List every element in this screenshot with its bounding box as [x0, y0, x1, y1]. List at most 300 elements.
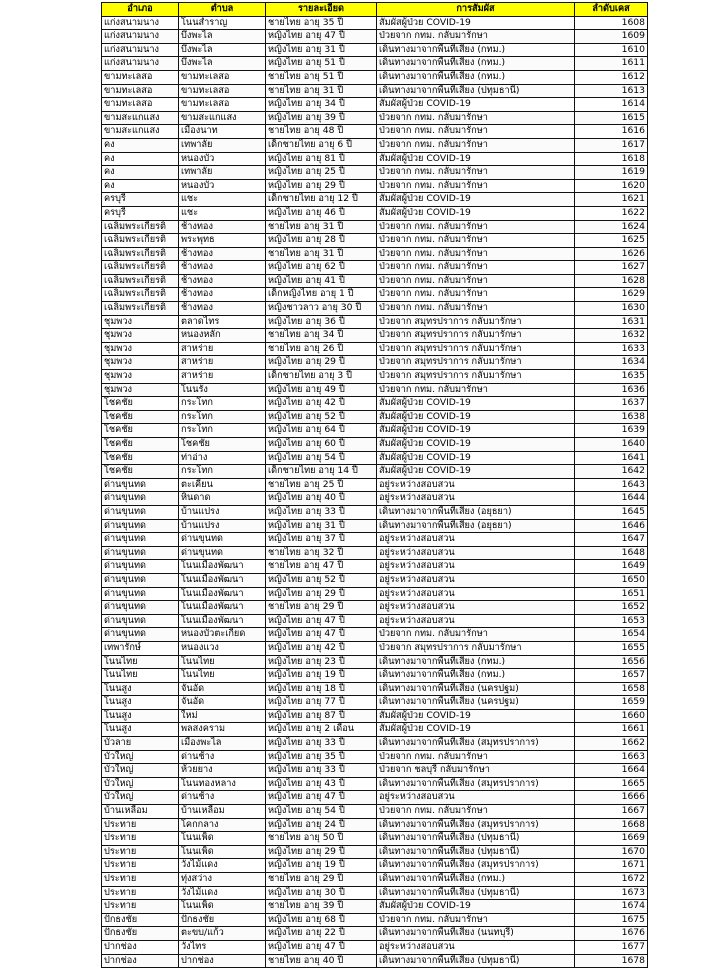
cell-amphoe[interactable]: ประทาย: [102, 818, 179, 832]
cell-detail[interactable]: หญิงไทย อายุ 29 ปี: [266, 587, 377, 601]
cell-tambon[interactable]: เทพาลัย: [179, 138, 266, 152]
cell-contact[interactable]: ป่วยจาก กทม. กลับมารักษา: [377, 179, 575, 193]
cell-detail[interactable]: หญิงไทย อายุ 29 ปี: [266, 179, 377, 193]
cell-case-no[interactable]: 1650: [575, 573, 648, 587]
cell-tambon[interactable]: หนองแวง: [179, 641, 266, 655]
cell-tambon[interactable]: เมืองนาท: [179, 125, 266, 139]
cell-case-no[interactable]: 1633: [575, 342, 648, 356]
cell-tambon[interactable]: จันอัด: [179, 696, 266, 710]
cell-tambon[interactable]: เมืองพะไล: [179, 737, 266, 751]
cell-contact[interactable]: ป่วยจาก กทม. กลับมารักษา: [377, 302, 575, 316]
cell-contact[interactable]: ป่วยจาก กทม. กลับมารักษา: [377, 628, 575, 642]
cell-amphoe[interactable]: บัวลาย: [102, 737, 179, 751]
cell-case-no[interactable]: 1609: [575, 30, 648, 44]
cell-contact[interactable]: เดินทางมาจากพื้นที่เสี่ยง (กทม.): [377, 70, 575, 84]
cell-contact[interactable]: อยู่ระหว่างสอบสวน: [377, 587, 575, 601]
cell-contact[interactable]: อยู่ระหว่างสอบสวน: [377, 560, 575, 574]
cell-detail[interactable]: หญิงไทย อายุ 68 ปี: [266, 913, 377, 927]
cell-tambon[interactable]: ช้างทอง: [179, 302, 266, 316]
cell-detail[interactable]: หญิงไทย อายุ 19 ปี: [266, 669, 377, 683]
cell-contact[interactable]: ป่วยจาก กทม. กลับมารักษา: [377, 138, 575, 152]
cell-contact[interactable]: อยู่ระหว่างสอบสวน: [377, 573, 575, 587]
cell-contact[interactable]: เดินทางมาจากพื้นที่เสี่ยง (นครปฐม): [377, 682, 575, 696]
cell-detail[interactable]: ชายไทย อายุ 26 ปี: [266, 342, 377, 356]
cell-contact[interactable]: สัมผัสผู้ป่วย COVID-19: [377, 900, 575, 914]
cell-amphoe[interactable]: ขามทะเลสอ: [102, 98, 179, 112]
cell-case-no[interactable]: 1675: [575, 913, 648, 927]
cell-contact[interactable]: ป่วยจาก กทม. กลับมารักษา: [377, 383, 575, 397]
cell-case-no[interactable]: 1660: [575, 709, 648, 723]
cell-amphoe[interactable]: โชคชัย: [102, 424, 179, 438]
cell-contact[interactable]: ป่วยจาก กทม. กลับมารักษา: [377, 805, 575, 819]
cell-case-no[interactable]: 1617: [575, 138, 648, 152]
cell-case-no[interactable]: 1665: [575, 777, 648, 791]
cell-contact[interactable]: ป่วยจาก กทม. กลับมารักษา: [377, 166, 575, 180]
cell-amphoe[interactable]: ด่านขุนทด: [102, 628, 179, 642]
cell-detail[interactable]: หญิงไทย อายุ 47 ปี: [266, 940, 377, 954]
cell-contact[interactable]: สัมผัสผู้ป่วย COVID-19: [377, 193, 575, 207]
cell-detail[interactable]: หญิงไทย อายุ 60 ปี: [266, 438, 377, 452]
cell-detail[interactable]: หญิงไทย อายุ 42 ปี: [266, 397, 377, 411]
cell-amphoe[interactable]: โนนสูง: [102, 709, 179, 723]
cell-tambon[interactable]: กระโทก: [179, 397, 266, 411]
cell-detail[interactable]: หญิงไทย อายุ 23 ปี: [266, 655, 377, 669]
cell-contact[interactable]: สัมผัสผู้ป่วย COVID-19: [377, 16, 575, 30]
cell-detail[interactable]: หญิงไทย อายุ 87 ปี: [266, 709, 377, 723]
cell-detail[interactable]: ชายไทย อายุ 47 ปี: [266, 560, 377, 574]
cell-tambon[interactable]: กระโทก: [179, 424, 266, 438]
cell-amphoe[interactable]: ขามสะแกแสง: [102, 125, 179, 139]
cell-amphoe[interactable]: โนนสูง: [102, 696, 179, 710]
cell-case-no[interactable]: 1673: [575, 886, 648, 900]
cell-contact[interactable]: เดินทางมาจากพื้นที่เสี่ยง (กทม.): [377, 43, 575, 57]
cell-case-no[interactable]: 1666: [575, 791, 648, 805]
cell-amphoe[interactable]: เฉลิมพระเกียรติ: [102, 261, 179, 275]
cell-detail[interactable]: หญิงไทย อายุ 47 ปี: [266, 791, 377, 805]
cell-tambon[interactable]: กระโทก: [179, 410, 266, 424]
cell-contact[interactable]: เดินทางมาจากพื้นที่เสี่ยง (กทม.): [377, 669, 575, 683]
cell-detail[interactable]: หญิงไทย อายุ 18 ปี: [266, 682, 377, 696]
cell-tambon[interactable]: ตะขบ/แก้ว: [179, 927, 266, 941]
cell-case-no[interactable]: 1638: [575, 410, 648, 424]
cell-amphoe[interactable]: ประทาย: [102, 845, 179, 859]
cell-case-no[interactable]: 1659: [575, 696, 648, 710]
cell-case-no[interactable]: 1608: [575, 16, 648, 30]
cell-case-no[interactable]: 1639: [575, 424, 648, 438]
cell-contact[interactable]: เดินทางมาจากพื้นที่เสี่ยง (สมุทรปราการ): [377, 818, 575, 832]
cell-detail[interactable]: หญิงไทย อายุ 33 ปี: [266, 764, 377, 778]
cell-case-no[interactable]: 1637: [575, 397, 648, 411]
cell-tambon[interactable]: โนนเมืองพัฒนา: [179, 573, 266, 587]
cell-contact[interactable]: ป่วยจาก กทม. กลับมารักษา: [377, 220, 575, 234]
cell-amphoe[interactable]: ปักธงชัย: [102, 927, 179, 941]
cell-case-no[interactable]: 1677: [575, 940, 648, 954]
cell-case-no[interactable]: 1613: [575, 84, 648, 98]
cell-detail[interactable]: หญิงไทย อายุ 37 ปี: [266, 533, 377, 547]
cell-contact[interactable]: ป่วยจาก สมุทรปราการ กลับมารักษา: [377, 641, 575, 655]
cell-contact[interactable]: เดินทางมาจากพื้นที่เสี่ยง (สมุทรปราการ): [377, 737, 575, 751]
cell-amphoe[interactable]: ด่านขุนทด: [102, 478, 179, 492]
cell-case-no[interactable]: 1655: [575, 641, 648, 655]
cell-case-no[interactable]: 1630: [575, 302, 648, 316]
cell-amphoe[interactable]: โนนไทย: [102, 669, 179, 683]
cell-tambon[interactable]: แชะ: [179, 193, 266, 207]
cell-amphoe[interactable]: บัวใหญ่: [102, 750, 179, 764]
header-detail[interactable]: รายละเอียด: [266, 3, 377, 17]
cell-tambon[interactable]: โนนเมืองพัฒนา: [179, 601, 266, 615]
cell-tambon[interactable]: บึงพะไล: [179, 57, 266, 71]
cell-contact[interactable]: เดินทางมาจากพื้นที่เสี่ยง (อยุธยา): [377, 519, 575, 533]
cell-case-no[interactable]: 1642: [575, 465, 648, 479]
cell-amphoe[interactable]: โชคชัย: [102, 410, 179, 424]
cell-amphoe[interactable]: เฉลิมพระเกียรติ: [102, 302, 179, 316]
cell-amphoe[interactable]: โนนไทย: [102, 655, 179, 669]
cell-amphoe[interactable]: ด่านขุนทด: [102, 601, 179, 615]
cell-tambon[interactable]: แชะ: [179, 206, 266, 220]
cell-detail[interactable]: หญิงไทย อายุ 52 ปี: [266, 573, 377, 587]
cell-detail[interactable]: หญิงไทย อายุ 25 ปี: [266, 166, 377, 180]
cell-case-no[interactable]: 1641: [575, 451, 648, 465]
cell-tambon[interactable]: สาหร่าย: [179, 356, 266, 370]
cell-tambon[interactable]: เทพาลัย: [179, 166, 266, 180]
cell-tambon[interactable]: ปักธงชัย: [179, 913, 266, 927]
cell-amphoe[interactable]: ด่านขุนทด: [102, 533, 179, 547]
cell-contact[interactable]: ป่วยจาก สมุทรปราการ กลับมารักษา: [377, 315, 575, 329]
cell-tambon[interactable]: วังไม้แดง: [179, 859, 266, 873]
cell-contact[interactable]: เดินทางมาจากพื้นที่เสี่ยง (ปทุมธานี): [377, 832, 575, 846]
cell-contact[interactable]: ป่วยจาก กทม. กลับมารักษา: [377, 261, 575, 275]
cell-amphoe[interactable]: ประทาย: [102, 900, 179, 914]
cell-case-no[interactable]: 1622: [575, 206, 648, 220]
cell-tambon[interactable]: ช้างทอง: [179, 261, 266, 275]
cell-contact[interactable]: เดินทางมาจากพื้นที่เสี่ยง (สมุทรปราการ): [377, 777, 575, 791]
cell-amphoe[interactable]: ปักธงชัย: [102, 913, 179, 927]
cell-case-no[interactable]: 1621: [575, 193, 648, 207]
cell-detail[interactable]: หญิงไทย อายุ 29 ปี: [266, 845, 377, 859]
cell-case-no[interactable]: 1674: [575, 900, 648, 914]
cell-detail[interactable]: ชายไทย อายุ 31 ปี: [266, 84, 377, 98]
cell-case-no[interactable]: 1667: [575, 805, 648, 819]
cell-tambon[interactable]: ด่านขุนทด: [179, 533, 266, 547]
cell-tambon[interactable]: ห้วยยาง: [179, 764, 266, 778]
cell-tambon[interactable]: ทุ่งสว่าง: [179, 873, 266, 887]
cell-tambon[interactable]: หนองบัวตะเกียด: [179, 628, 266, 642]
cell-case-no[interactable]: 1632: [575, 329, 648, 343]
cell-amphoe[interactable]: บัวใหญ่: [102, 777, 179, 791]
cell-tambon[interactable]: โนนทองหลาง: [179, 777, 266, 791]
cell-tambon[interactable]: โนนเพ็ด: [179, 900, 266, 914]
cell-contact[interactable]: อยู่ระหว่างสอบสวน: [377, 533, 575, 547]
cell-detail[interactable]: หญิงไทย อายุ 19 ปี: [266, 859, 377, 873]
cell-detail[interactable]: หญิงไทย อายุ 54 ปี: [266, 451, 377, 465]
cell-detail[interactable]: ชายไทย อายุ 35 ปี: [266, 16, 377, 30]
cell-detail[interactable]: หญิงไทย อายุ 22 ปี: [266, 927, 377, 941]
header-contact[interactable]: การสัมผัส: [377, 3, 575, 17]
cell-tambon[interactable]: จันอัด: [179, 682, 266, 696]
cell-contact[interactable]: สัมผัสผู้ป่วย COVID-19: [377, 438, 575, 452]
cell-tambon[interactable]: ช้างทอง: [179, 247, 266, 261]
cell-tambon[interactable]: โชคชัย: [179, 438, 266, 452]
cell-amphoe[interactable]: ขามทะเลสอ: [102, 84, 179, 98]
cell-contact[interactable]: เดินทางมาจากพื้นที่เสี่ยง (ปทุมธานี): [377, 845, 575, 859]
cell-contact[interactable]: ป่วยจาก สมุทรปราการ กลับมารักษา: [377, 370, 575, 384]
cell-amphoe[interactable]: แก่งสนามนาง: [102, 16, 179, 30]
cell-contact[interactable]: อยู่ระหว่างสอบสวน: [377, 492, 575, 506]
cell-case-no[interactable]: 1647: [575, 533, 648, 547]
cell-contact[interactable]: เดินทางมาจากพื้นที่เสี่ยง (กทม.): [377, 655, 575, 669]
header-tambon[interactable]: ตำบล: [179, 3, 266, 17]
cell-contact[interactable]: เดินทางมาจากพื้นที่เสี่ยง (ปทุมธานี): [377, 954, 575, 968]
cell-contact[interactable]: สัมผัสผู้ป่วย COVID-19: [377, 723, 575, 737]
cell-tambon[interactable]: ขามทะเลสอ: [179, 98, 266, 112]
cell-case-no[interactable]: 1619: [575, 166, 648, 180]
cell-contact[interactable]: สัมผัสผู้ป่วย COVID-19: [377, 465, 575, 479]
cell-contact[interactable]: ป่วยจาก กทม. กลับมารักษา: [377, 247, 575, 261]
cell-detail[interactable]: หญิงชาวลาว อายุ 30 ปี: [266, 302, 377, 316]
cell-amphoe[interactable]: โชคชัย: [102, 465, 179, 479]
cell-contact[interactable]: เดินทางมาจากพื้นที่เสี่ยง (กทม.): [377, 57, 575, 71]
cell-tambon[interactable]: โนนเพ็ด: [179, 832, 266, 846]
cell-amphoe[interactable]: ครบุรี: [102, 206, 179, 220]
cell-detail[interactable]: หญิงไทย อายุ 31 ปี: [266, 43, 377, 57]
cell-detail[interactable]: เด็กชายไทย อายุ 14 ปี: [266, 465, 377, 479]
cell-case-no[interactable]: 1646: [575, 519, 648, 533]
cell-case-no[interactable]: 1663: [575, 750, 648, 764]
cell-case-no[interactable]: 1615: [575, 111, 648, 125]
cell-contact[interactable]: อยู่ระหว่างสอบสวน: [377, 601, 575, 615]
cell-detail[interactable]: หญิงไทย อายุ 34 ปี: [266, 98, 377, 112]
cell-tambon[interactable]: หนองหลัก: [179, 329, 266, 343]
cell-tambon[interactable]: พลสงคราม: [179, 723, 266, 737]
cell-detail[interactable]: หญิงไทย อายุ 28 ปี: [266, 234, 377, 248]
cell-detail[interactable]: หญิงไทย อายุ 47 ปี: [266, 30, 377, 44]
cell-detail[interactable]: เด็กหญิงไทย อายุ 1 ปี: [266, 288, 377, 302]
cell-case-no[interactable]: 1645: [575, 505, 648, 519]
cell-tambon[interactable]: ปากช่อง: [179, 954, 266, 968]
cell-amphoe[interactable]: โนนสูง: [102, 682, 179, 696]
cell-contact[interactable]: สัมผัสผู้ป่วย COVID-19: [377, 410, 575, 424]
cell-detail[interactable]: หญิงไทย อายุ 42 ปี: [266, 641, 377, 655]
cell-detail[interactable]: หญิงไทย อายุ 33 ปี: [266, 505, 377, 519]
cell-tambon[interactable]: พระพุทธ: [179, 234, 266, 248]
cell-detail[interactable]: ชายไทย อายุ 31 ปี: [266, 220, 377, 234]
cell-detail[interactable]: ชายไทย อายุ 34 ปี: [266, 329, 377, 343]
cell-detail[interactable]: หญิงไทย อายุ 24 ปี: [266, 818, 377, 832]
cell-amphoe[interactable]: เฉลิมพระเกียรติ: [102, 288, 179, 302]
cell-detail[interactable]: หญิงไทย อายุ 47 ปี: [266, 628, 377, 642]
cell-amphoe[interactable]: เทพารักษ์: [102, 641, 179, 655]
cell-detail[interactable]: ชายไทย อายุ 51 ปี: [266, 70, 377, 84]
cell-amphoe[interactable]: ด่านขุนทด: [102, 546, 179, 560]
cell-detail[interactable]: ชายไทย อายุ 25 ปี: [266, 478, 377, 492]
cell-detail[interactable]: ชายไทย อายุ 40 ปี: [266, 954, 377, 968]
cell-contact[interactable]: สัมผัสผู้ป่วย COVID-19: [377, 451, 575, 465]
cell-contact[interactable]: เดินทางมาจากพื้นที่เสี่ยง (นนทบุรี): [377, 927, 575, 941]
cell-amphoe[interactable]: โชคชัย: [102, 397, 179, 411]
cell-tambon[interactable]: ช้างทอง: [179, 288, 266, 302]
cell-amphoe[interactable]: ด่านขุนทด: [102, 614, 179, 628]
cell-amphoe[interactable]: คง: [102, 179, 179, 193]
cell-contact[interactable]: อยู่ระหว่างสอบสวน: [377, 478, 575, 492]
cell-tambon[interactable]: ตลาดไทร: [179, 315, 266, 329]
cell-case-no[interactable]: 1620: [575, 179, 648, 193]
cell-case-no[interactable]: 1627: [575, 261, 648, 275]
cell-tambon[interactable]: โคกกลาง: [179, 818, 266, 832]
cell-detail[interactable]: ชายไทย อายุ 29 ปี: [266, 601, 377, 615]
cell-tambon[interactable]: วังไทร: [179, 940, 266, 954]
cell-case-no[interactable]: 1634: [575, 356, 648, 370]
cell-detail[interactable]: หญิงไทย อายุ 30 ปี: [266, 886, 377, 900]
cell-case-no[interactable]: 1671: [575, 859, 648, 873]
cell-tambon[interactable]: โนนไทย: [179, 655, 266, 669]
cell-tambon[interactable]: บึงพะไล: [179, 43, 266, 57]
cell-amphoe[interactable]: ด่านขุนทด: [102, 519, 179, 533]
cell-contact[interactable]: ป่วยจาก สมุทรปราการ กลับมารักษา: [377, 329, 575, 343]
cell-tambon[interactable]: ด่านช้าง: [179, 750, 266, 764]
cell-amphoe[interactable]: ด่านขุนทด: [102, 573, 179, 587]
cell-case-no[interactable]: 1625: [575, 234, 648, 248]
cell-detail[interactable]: หญิงไทย อายุ 31 ปี: [266, 519, 377, 533]
cell-amphoe[interactable]: โนนสูง: [102, 723, 179, 737]
cell-tambon[interactable]: ท่าอ่าง: [179, 451, 266, 465]
cell-case-no[interactable]: 1653: [575, 614, 648, 628]
cell-tambon[interactable]: ขามทะเลสอ: [179, 84, 266, 98]
cell-amphoe[interactable]: คง: [102, 138, 179, 152]
cell-detail[interactable]: หญิงไทย อายุ 40 ปี: [266, 492, 377, 506]
cell-contact[interactable]: ป่วยจาก กทม. กลับมารักษา: [377, 274, 575, 288]
cell-tambon[interactable]: กระโทก: [179, 465, 266, 479]
cell-case-no[interactable]: 1616: [575, 125, 648, 139]
cell-case-no[interactable]: 1644: [575, 492, 648, 506]
cell-detail[interactable]: หญิงไทย อายุ 81 ปี: [266, 152, 377, 166]
cell-contact[interactable]: ป่วยจาก กทม. กลับมารักษา: [377, 750, 575, 764]
cell-case-no[interactable]: 1668: [575, 818, 648, 832]
cell-detail[interactable]: หญิงไทย อายุ 64 ปี: [266, 424, 377, 438]
cell-amphoe[interactable]: ปากช่อง: [102, 940, 179, 954]
cell-case-no[interactable]: 1631: [575, 315, 648, 329]
cell-detail[interactable]: หญิงไทย อายุ 29 ปี: [266, 356, 377, 370]
cell-amphoe[interactable]: ประทาย: [102, 873, 179, 887]
cell-amphoe[interactable]: คง: [102, 166, 179, 180]
cell-tambon[interactable]: โนนเมืองพัฒนา: [179, 587, 266, 601]
cell-detail[interactable]: หญิงไทย อายุ 54 ปี: [266, 805, 377, 819]
cell-detail[interactable]: หญิงไทย อายุ 52 ปี: [266, 410, 377, 424]
cell-detail[interactable]: ชายไทย อายุ 48 ปี: [266, 125, 377, 139]
cell-case-no[interactable]: 1618: [575, 152, 648, 166]
cell-amphoe[interactable]: โชคชัย: [102, 438, 179, 452]
cell-contact[interactable]: เดินทางมาจากพื้นที่เสี่ยง (กทม.): [377, 873, 575, 887]
cell-detail[interactable]: หญิงไทย อายุ 43 ปี: [266, 777, 377, 791]
cell-amphoe[interactable]: ชุมพวง: [102, 356, 179, 370]
cell-contact[interactable]: สัมผัสผู้ป่วย COVID-19: [377, 397, 575, 411]
cell-amphoe[interactable]: ประทาย: [102, 832, 179, 846]
cell-tambon[interactable]: ช้างทอง: [179, 220, 266, 234]
cell-tambon[interactable]: ด่านขุนทด: [179, 546, 266, 560]
cell-case-no[interactable]: 1635: [575, 370, 648, 384]
cell-amphoe[interactable]: ครบุรี: [102, 193, 179, 207]
cell-amphoe[interactable]: ปากช่อง: [102, 954, 179, 968]
cell-contact[interactable]: ป่วยจาก กทม. กลับมารักษา: [377, 288, 575, 302]
cell-case-no[interactable]: 1664: [575, 764, 648, 778]
cell-case-no[interactable]: 1629: [575, 288, 648, 302]
cell-detail[interactable]: เด็กชายไทย อายุ 6 ปี: [266, 138, 377, 152]
cell-amphoe[interactable]: ด่านขุนทด: [102, 587, 179, 601]
cell-tambon[interactable]: ช้างทอง: [179, 274, 266, 288]
cell-contact[interactable]: ป่วยจาก ชลบุรี กลับมารักษา: [377, 764, 575, 778]
cell-contact[interactable]: อยู่ระหว่างสอบสวน: [377, 791, 575, 805]
cell-tambon[interactable]: โนนเมืองพัฒนา: [179, 560, 266, 574]
cell-detail[interactable]: เด็กชายไทย อายุ 12 ปี: [266, 193, 377, 207]
cell-contact[interactable]: ป่วยจาก กทม. กลับมารักษา: [377, 125, 575, 139]
cell-amphoe[interactable]: ประทาย: [102, 886, 179, 900]
cell-amphoe[interactable]: ชุมพวง: [102, 315, 179, 329]
cell-amphoe[interactable]: ชุมพวง: [102, 370, 179, 384]
cell-detail[interactable]: ชายไทย อายุ 32 ปี: [266, 546, 377, 560]
cell-contact[interactable]: ป่วยจาก กทม. กลับมารักษา: [377, 234, 575, 248]
cell-contact[interactable]: ป่วยจาก กทม. กลับมารักษา: [377, 30, 575, 44]
cell-tambon[interactable]: โนนเมืองพัฒนา: [179, 614, 266, 628]
cell-tambon[interactable]: บ้านแปรง: [179, 505, 266, 519]
cell-case-no[interactable]: 1676: [575, 927, 648, 941]
cell-tambon[interactable]: บ้านแปรง: [179, 519, 266, 533]
cell-contact[interactable]: ป่วยจาก กทม. กลับมารักษา: [377, 913, 575, 927]
cell-contact[interactable]: อยู่ระหว่างสอบสวน: [377, 940, 575, 954]
cell-amphoe[interactable]: บัวใหญ่: [102, 791, 179, 805]
cell-tambon[interactable]: วังไม้แดง: [179, 886, 266, 900]
cell-case-no[interactable]: 1662: [575, 737, 648, 751]
cell-detail[interactable]: ชายไทย อายุ 39 ปี: [266, 900, 377, 914]
cell-amphoe[interactable]: เฉลิมพระเกียรติ: [102, 220, 179, 234]
cell-contact[interactable]: เดินทางมาจากพื้นที่เสี่ยง (สมุทรปราการ): [377, 859, 575, 873]
cell-detail[interactable]: หญิงไทย อายุ 36 ปี: [266, 315, 377, 329]
cell-detail[interactable]: หญิงไทย อายุ 41 ปี: [266, 274, 377, 288]
cell-case-no[interactable]: 1624: [575, 220, 648, 234]
cell-tambon[interactable]: หนองบัว: [179, 152, 266, 166]
cell-tambon[interactable]: สาหร่าย: [179, 342, 266, 356]
cell-amphoe[interactable]: ด่านขุนทด: [102, 492, 179, 506]
cell-case-no[interactable]: 1652: [575, 601, 648, 615]
cell-contact[interactable]: เดินทางมาจากพื้นที่เสี่ยง (นครปฐม): [377, 696, 575, 710]
cell-amphoe[interactable]: เฉลิมพระเกียรติ: [102, 274, 179, 288]
cell-detail[interactable]: หญิงไทย อายุ 35 ปี: [266, 750, 377, 764]
cell-detail[interactable]: หญิงไทย อายุ 77 ปี: [266, 696, 377, 710]
cell-amphoe[interactable]: ขามสะแกแสง: [102, 111, 179, 125]
cell-amphoe[interactable]: ชุมพวง: [102, 329, 179, 343]
cell-contact[interactable]: อยู่ระหว่างสอบสวน: [377, 614, 575, 628]
cell-amphoe[interactable]: ชุมพวง: [102, 383, 179, 397]
cell-tambon[interactable]: โนนไทย: [179, 669, 266, 683]
cell-tambon[interactable]: ขามทะเลสอ: [179, 70, 266, 84]
cell-amphoe[interactable]: โชคชัย: [102, 451, 179, 465]
cell-case-no[interactable]: 1636: [575, 383, 648, 397]
cell-contact[interactable]: เดินทางมาจากพื้นที่เสี่ยง (ปทุมธานี): [377, 886, 575, 900]
cell-case-no[interactable]: 1672: [575, 873, 648, 887]
cell-case-no[interactable]: 1612: [575, 70, 648, 84]
header-case-no[interactable]: ลำดับเคส: [575, 3, 648, 17]
cell-contact[interactable]: ป่วยจาก กทม. กลับมารักษา: [377, 111, 575, 125]
cell-case-no[interactable]: 1643: [575, 478, 648, 492]
cell-case-no[interactable]: 1661: [575, 723, 648, 737]
cell-case-no[interactable]: 1678: [575, 954, 648, 968]
cell-case-no[interactable]: 1649: [575, 560, 648, 574]
cell-contact[interactable]: สัมผัสผู้ป่วย COVID-19: [377, 206, 575, 220]
cell-case-no[interactable]: 1669: [575, 832, 648, 846]
cell-tambon[interactable]: หินดาด: [179, 492, 266, 506]
cell-contact[interactable]: อยู่ระหว่างสอบสวน: [377, 546, 575, 560]
cell-amphoe[interactable]: เฉลิมพระเกียรติ: [102, 247, 179, 261]
cell-amphoe[interactable]: แก่งสนามนาง: [102, 57, 179, 71]
cell-case-no[interactable]: 1626: [575, 247, 648, 261]
